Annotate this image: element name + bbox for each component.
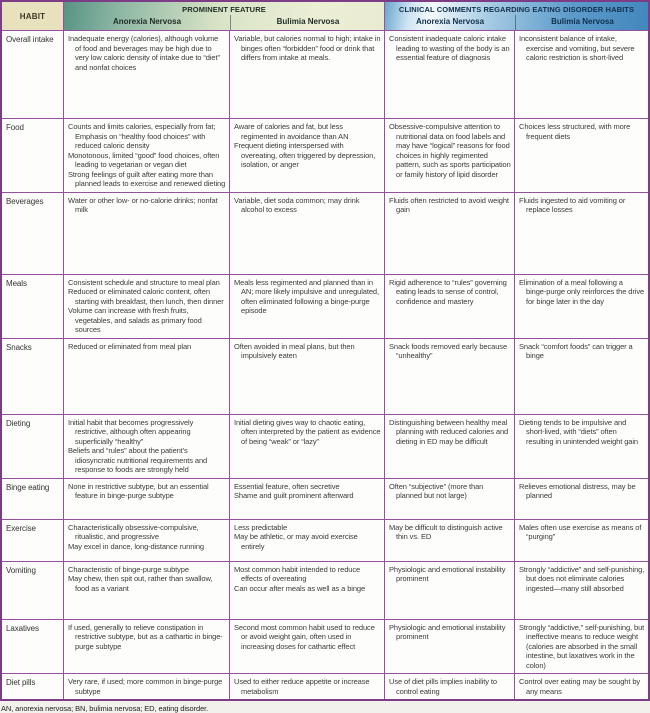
an-feature-cell: Counts and limits calories, especially from fat; Emphasis on “healthy food choices” with reduced caloric density Monotonous, limited “good” food choices, often leading to vegetarian or vegan diet Strong feelings of guilt after eating more than planned leads to exercise and renewed dieting xyxy=(63,119,229,192)
group-title-clinical-comments: CLINICAL COMMENTS REGARDING EATING DISORDER HABITS xyxy=(398,5,635,14)
bn-clinical-cell: Inconsistent balance of intake, exercise and vomiting, but severe caloric restriction is short-lived xyxy=(514,31,648,118)
habit-label: Snacks xyxy=(6,342,32,352)
column-group-clinical-comments xyxy=(384,2,648,30)
habit-label: Meals xyxy=(6,278,27,288)
an-feature-cell: Inadequate energy (calories), although volume of food and beverages may be high due to very low caloric density of intake due to “diet” and nonfat choices xyxy=(63,31,229,118)
table-row-overall-intake xyxy=(2,30,648,118)
bn-clinical-cell: Choices less structured, with more frequent diets xyxy=(514,119,648,192)
table-row-dieting xyxy=(2,414,648,478)
an-clinical-cell: Obsessive-compulsive attention to nutritional data on food labels and may have “logical” reasons for food choices in highly regimented pattern, such as sports participation or family history of lipid disorder xyxy=(384,119,514,192)
subheader-row xyxy=(385,15,648,30)
an-feature-cell: Consistent schedule and structure to meal plan Reduced or eliminated caloric content, often starting with breakfast, then lunch, then dinner Volume can increase with fresh fruits, vegetables, and salads as primary food sources xyxy=(63,275,229,338)
bn-feature-cell: Less predictable May be athletic, or may avoid exercise entirely xyxy=(229,520,384,561)
bn-clinical-cell: Males often use exercise as means of “purging” xyxy=(514,520,648,561)
abbreviations-footnote: AN, anorexia nervosa; BN, bulimia nervosa; ED, eating disorder. xyxy=(1,704,209,713)
group-title-prominent-feature: PROMINENT FEATURE xyxy=(182,5,266,14)
habit-label: Beverages xyxy=(6,196,44,206)
table-row-meals xyxy=(2,274,648,338)
column-header-habit: HABIT xyxy=(2,2,63,30)
bn-feature-cell: Aware of calories and fat, but less regimented in avoidance than AN Frequent dieting interspersed with overeating, often triggered by depression, isolation, or anger xyxy=(229,119,384,192)
subheader-anorexia-nervosa: Anorexia Nervosa xyxy=(112,17,182,26)
an-feature-cell: None in restrictive subtype, but an essential feature in binge-purge subtype xyxy=(63,479,229,519)
an-clinical-cell: Use of diet pills implies inability to control eating xyxy=(384,674,514,699)
bn-feature-cell: Variable, but calories normal to high; intake in binges often “forbidden” food or drink that differs from intake at meals. xyxy=(229,31,384,118)
table-row-exercise xyxy=(2,519,648,561)
habit-label: Dieting xyxy=(6,418,31,428)
habit-label: Food xyxy=(6,123,24,132)
an-clinical-cell: Consistent inadequate caloric intake leading to wasting of the body is an essential feature of diagnosis xyxy=(384,31,514,118)
bn-clinical-cell: Strongly “addictive” and self-punishing, but does not eliminate calories ingested—many still absorbed xyxy=(514,562,648,619)
bn-feature-cell: Essential feature, often secretive Shame and guilt prominent afterward xyxy=(229,479,384,519)
an-feature-cell: Characteristically obsessive-compulsive, ritualistic, and progressive May excel in dance, long-distance running xyxy=(63,520,229,561)
bn-clinical-cell: Elimination of a meal following a binge-purge only reinforces the drive for binge later in the day xyxy=(514,275,648,338)
table-row-diet-pills xyxy=(2,673,648,699)
habit-label: Laxatives xyxy=(6,623,39,633)
habit-label: Binge eating xyxy=(6,482,50,492)
an-clinical-cell: Snack foods removed early because “unhealthy” xyxy=(384,339,514,414)
bn-feature-cell: Used to either reduce appetite or increase metabolism xyxy=(229,674,384,699)
habit-label: Exercise xyxy=(6,523,36,533)
an-feature-cell: Reduced or eliminated from meal plan xyxy=(63,339,229,414)
bn-feature-cell: Most common habit intended to reduce effects of overeating Can occur after meals as well as a binge xyxy=(229,562,384,619)
subheader-bulimia-nervosa: Bulimia Nervosa xyxy=(230,15,385,30)
subheader-row xyxy=(64,15,384,30)
bn-clinical-cell: Strongly “addictive,” self-punishing, but ineffective means to reduce weight (calories are absorbed in the small intestine, but laxatives work in the colon) xyxy=(514,620,648,674)
an-feature-cell: Characteristic of binge-purge subtype May chew, then spit out, rather than swallow, food as a variant xyxy=(63,562,229,619)
an-feature-cell: Initial habit that becomes progressively restrictive, although often appearing superficially “healthy” Beliefs and “rules” about the patient's idiosyncratic nutritional requirements and response to foods are strongly held xyxy=(63,415,229,478)
an-clinical-cell: May be difficult to distinguish active thin vs. ED xyxy=(384,520,514,561)
bn-clinical-cell: Fluids ingested to aid vomiting or replace losses xyxy=(514,193,648,274)
bn-feature-cell: Variable, diet soda common; may drink alcohol to excess xyxy=(229,193,384,274)
bn-clinical-cell: Dieting tends to be impulsive and short-lived, with “diets” often resulting in unintended weight gain xyxy=(514,415,648,478)
table-row-food xyxy=(2,118,648,192)
bn-clinical-cell: Relieves emotional distress, may be planned xyxy=(514,479,648,519)
an-clinical-cell: Distinguishing between healthy meal planning with reduced calories and dieting in ED may be difficult xyxy=(384,415,514,478)
habit-label: Diet pills xyxy=(6,678,36,687)
bn-clinical-cell: Snack “comfort foods” can trigger a binge xyxy=(514,339,648,414)
column-group-prominent-feature xyxy=(63,2,384,30)
an-clinical-cell: Rigid adherence to “rules” governing eating leads to sense of control, confidence and mastery xyxy=(384,275,514,338)
habit-label: Overall intake xyxy=(6,35,54,44)
table-row-laxatives xyxy=(2,619,648,674)
an-feature-cell: Water or other low- or no-calorie drinks; nonfat milk xyxy=(63,193,229,274)
an-clinical-cell: Physiologic and emotional instability prominent xyxy=(384,620,514,674)
subheader-anorexia-nervosa: Anorexia Nervosa xyxy=(415,17,485,26)
table-header xyxy=(2,2,648,30)
bn-feature-cell: Meals less regimented and planned than in AN; more likely impulsive and unregulated, often eliminated following a binge-purge episode xyxy=(229,275,384,338)
bn-clinical-cell: Control over eating may be sought by any means xyxy=(514,674,648,699)
an-clinical-cell: Physiologic and emotional instability prominent xyxy=(384,562,514,619)
table-row-snacks xyxy=(2,338,648,414)
bn-feature-cell: Often avoided in meal plans, but then impulsively eaten xyxy=(229,339,384,414)
habit-label: Vomiting xyxy=(6,565,36,575)
table-row-beverages xyxy=(2,192,648,274)
table-row-vomiting xyxy=(2,561,648,619)
subheader-bulimia-nervosa: Bulimia Nervosa xyxy=(515,15,649,30)
an-feature-cell: If used, generally to relieve constipation in restrictive subtype, but as a cathartic in binge-purge subtype xyxy=(63,620,229,674)
bn-feature-cell: Second most common habit used to reduce or avoid weight gain, often used in increasing doses for cathartic effect xyxy=(229,620,384,674)
table-row-binge-eating xyxy=(2,478,648,519)
an-feature-cell: Very rare, if used; more common in binge-purge subtype xyxy=(63,674,229,699)
an-clinical-cell: Often “subjective” (more than planned but not large) xyxy=(384,479,514,519)
an-clinical-cell: Fluids often restricted to avoid weight gain xyxy=(384,193,514,274)
bn-feature-cell: Initial dieting gives way to chaotic eating, often interpreted by the patient as evidence of being “weak” or “lazy” xyxy=(229,415,384,478)
